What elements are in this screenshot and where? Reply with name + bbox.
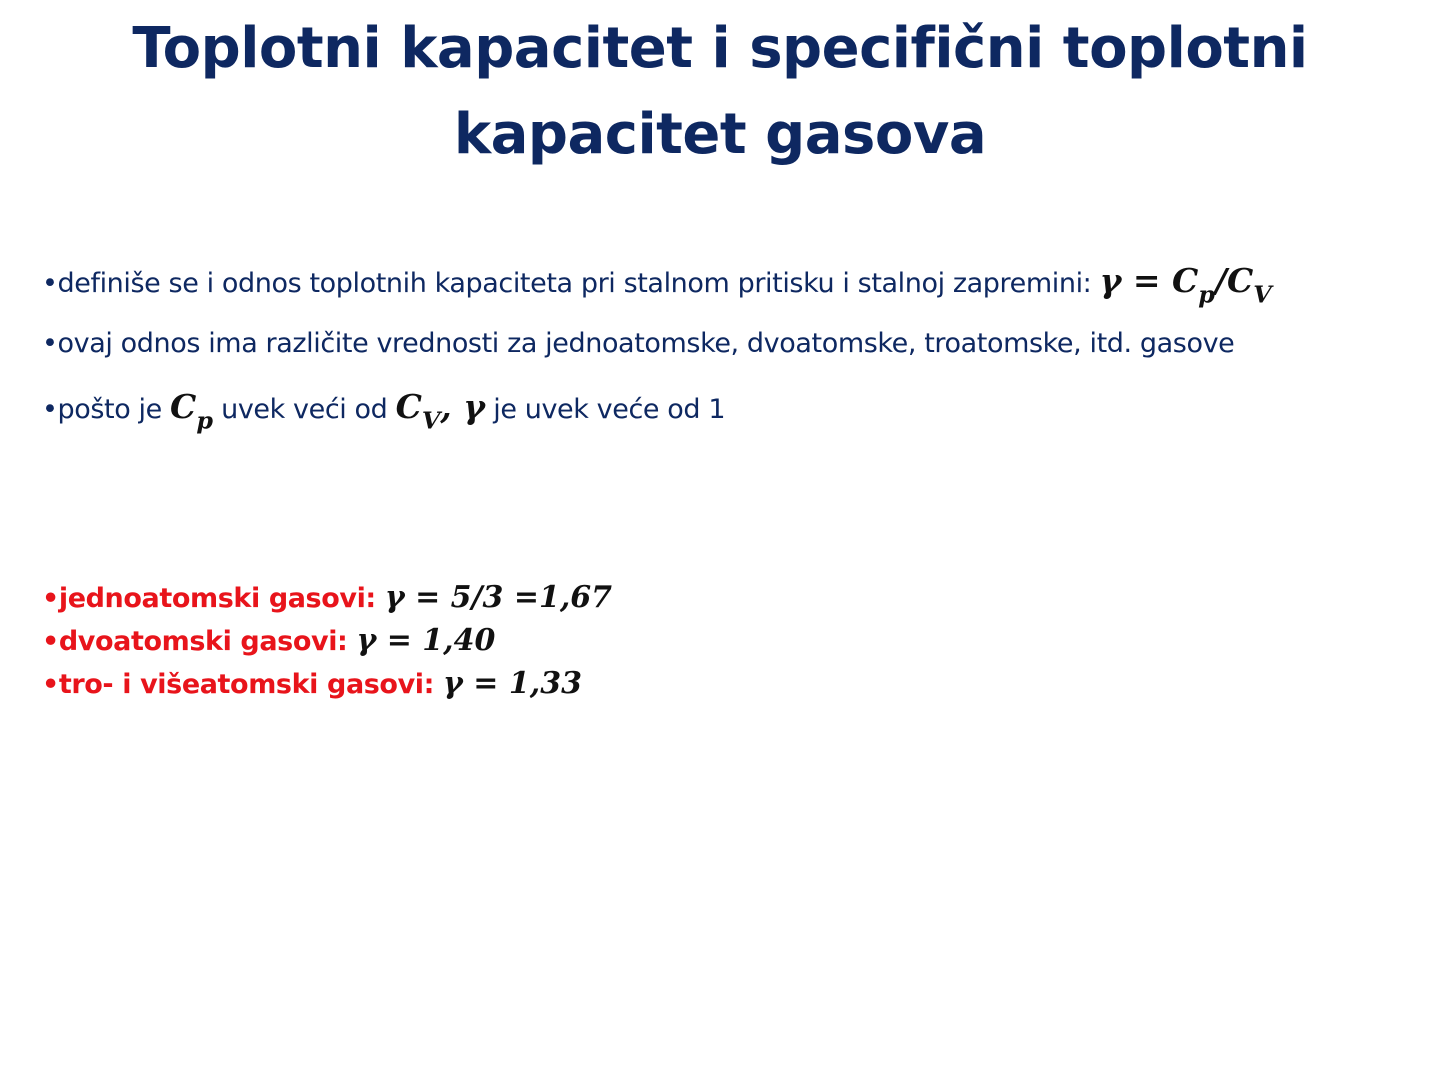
formula-cp: C (1172, 261, 1199, 300)
bullet-ratio-values (42, 321, 1422, 384)
slide-title (60, 6, 1380, 178)
bullet-ratio-definition (42, 258, 1422, 321)
cp-letter: C (170, 387, 197, 426)
formula-cp-subscript: p (1198, 280, 1215, 309)
cp-subscript: p (196, 406, 213, 435)
gas-type-formula: γ = 5/3 =1,67 (384, 580, 613, 615)
cp-symbol (170, 387, 213, 435)
gas-type-label: •tro- i višeatomski gasovi: (42, 669, 444, 700)
bullet-ratio-greater-than-one (42, 384, 1422, 447)
gas-type-formula: γ = 1,40 (356, 623, 496, 658)
gas-type-label: •dvoatomski gasovi: (42, 626, 357, 657)
gas-type-list (42, 576, 612, 705)
formula-slash: / (1214, 261, 1227, 300)
cv-subscript: V (421, 406, 441, 435)
gamma-formula (1099, 261, 1272, 309)
cv-letter: C (395, 387, 422, 426)
gas-type-item-diatomic (42, 619, 612, 662)
formula-cv-subscript: V (1253, 280, 1272, 309)
cv-symbol (395, 387, 486, 435)
bullet-text-part-1: •pošto je (42, 394, 171, 425)
title-line-2: kapacitet gasova (453, 102, 987, 167)
bullet-text: •definiše se i odnos toplotnih kapaciteta pri stalnom pritisku i stalnoj zapremini: (42, 268, 1100, 299)
bullet-text-part-3: je uvek veće od 1 (485, 394, 726, 425)
bullet-text-part-2: uvek veći od (212, 394, 396, 425)
gas-type-item-monatomic (42, 576, 612, 619)
gas-type-label: •jednoatomski gasovi: (42, 583, 385, 614)
bullet-list (42, 258, 1422, 447)
comma: , (440, 387, 464, 426)
title-line-1: Toplotni kapacitet i specifični toplotni (132, 16, 1308, 81)
bullet-text: •ovaj odnos ima različite vrednosti za jednoatomske, dvoatomske, troatomske, itd. gasove (42, 328, 1235, 359)
gamma-symbol: γ (463, 387, 486, 426)
formula-cv: C (1226, 261, 1254, 300)
gas-type-item-polyatomic (42, 662, 612, 705)
formula-equals: = (1121, 261, 1172, 300)
formula-gamma: γ (1099, 261, 1122, 300)
gas-type-formula: γ = 1,33 (443, 666, 582, 701)
